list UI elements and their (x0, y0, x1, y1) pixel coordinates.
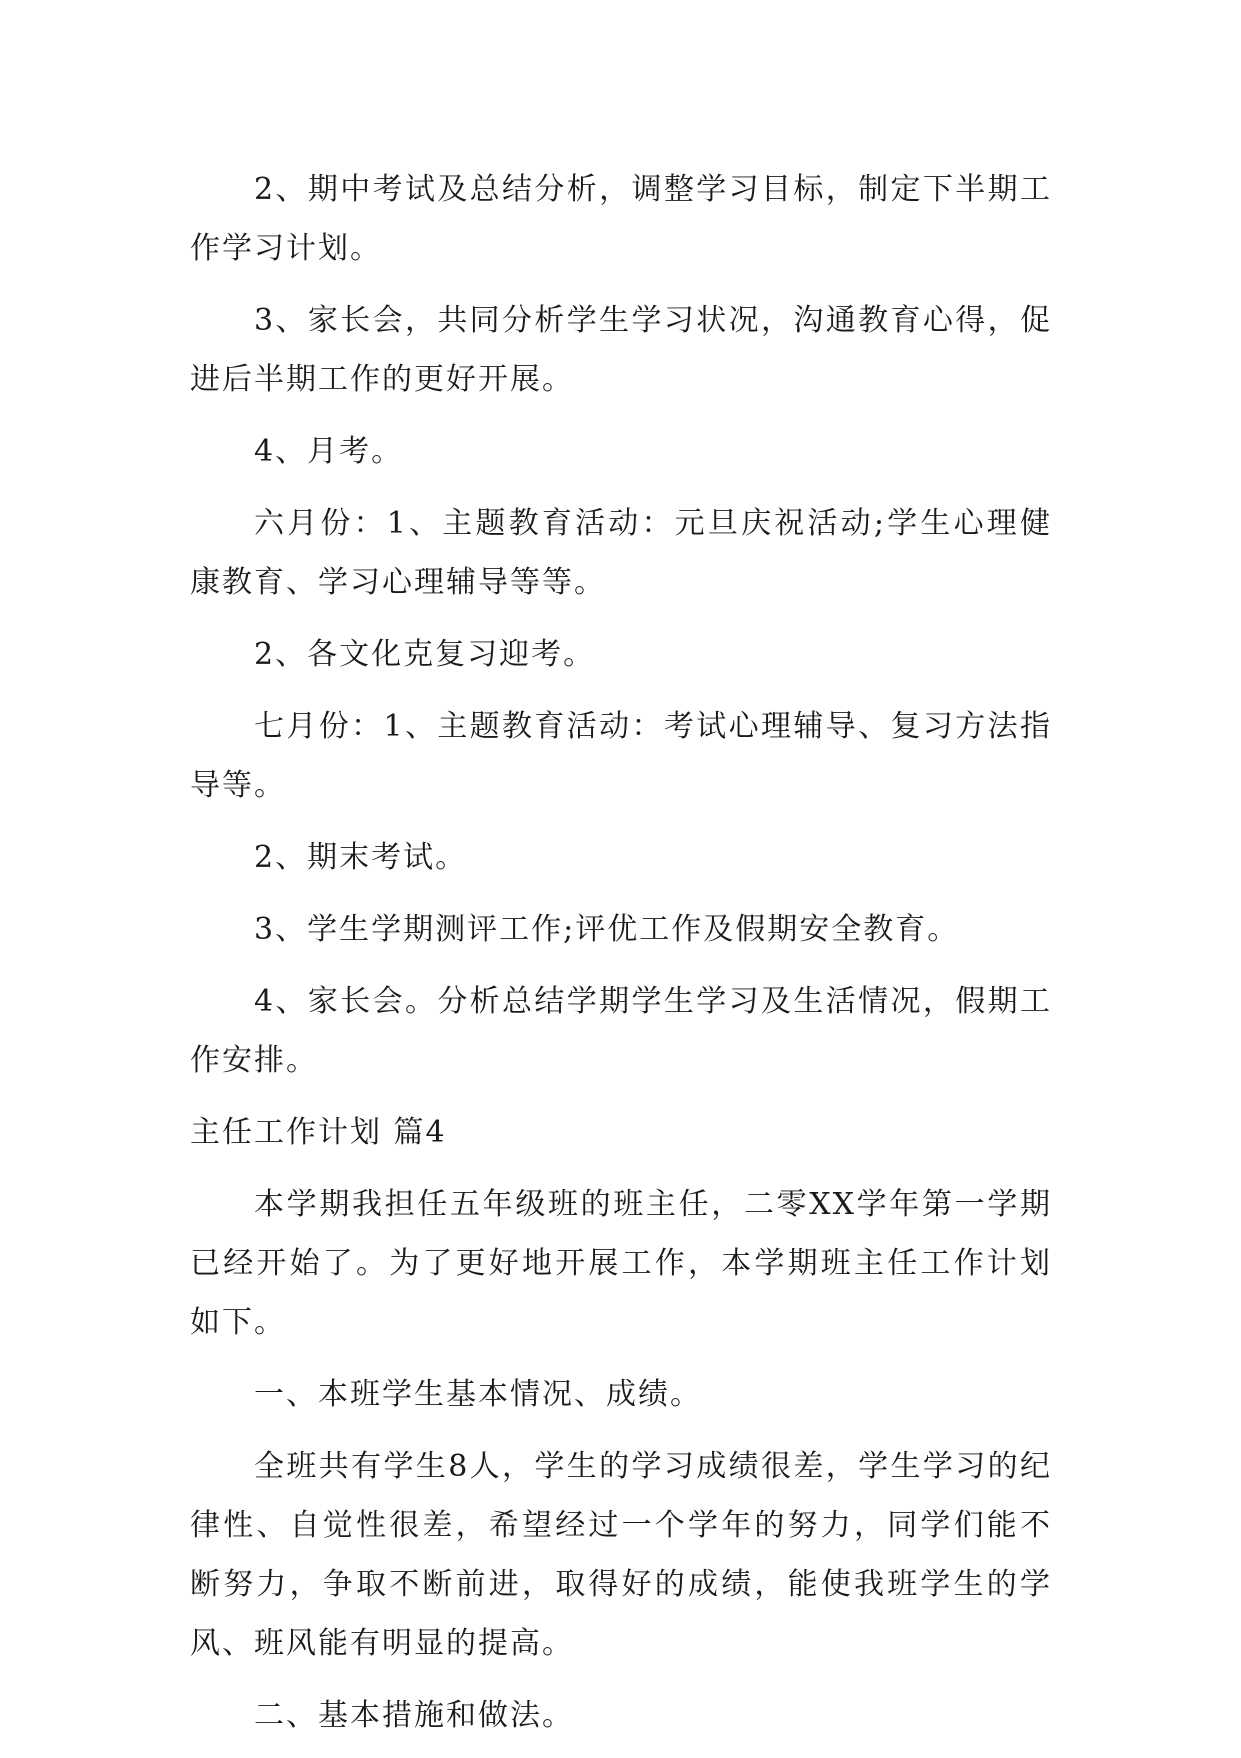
paragraph-class-situation: 全班共有学生8人，学生的学习成绩很差，学生学习的纪律性、自觉性很差，希望经过一个学年的努力，同学们能不断努力，争取不断前进，取得好的成绩，能使我班学生的学风、班风能有明显的提高。 (190, 1449, 1052, 1661)
paragraph-monthly-exam: 4、月考。 (254, 434, 404, 469)
paragraph-class-situation-heading: 一、本班学生基本情况、成绩。 (254, 1377, 702, 1412)
paragraph-parent-meeting: 3、家长会，共同分析学生学习状况，沟通教育心得，促进后半期工作的更好开展。 (190, 303, 1052, 397)
paragraph-june-review: 2、各文化克复习迎考。 (254, 637, 596, 672)
paragraph-final-parent-meeting: 4、家长会。分析总结学期学生学习及生活情况，假期工作安排。 (190, 984, 1052, 1078)
document-body (190, 160, 1052, 1758)
paragraph-july-activities: 七月份：1、主题教育活动：考试心理辅导、复习方法指导等。 (190, 709, 1052, 803)
paragraph-semester-intro: 本学期我担任五年级班的班主任，二零XX学年第一学期已经开始了。为了更好地开展工作，本学期班主任工作计划如下。 (190, 1187, 1052, 1340)
paragraph-measures-heading: 二、基本措施和做法。 (254, 1698, 574, 1733)
paragraph-midterm-exam: 2、期中考试及总结分析，调整学习目标，制定下半期工作学习计划。 (190, 172, 1052, 266)
paragraph-evaluation: 3、学生学期测评工作;评优工作及假期安全教育。 (254, 912, 960, 947)
paragraph-final-exam: 2、期末考试。 (254, 840, 468, 875)
section-heading: 主任工作计划 篇4 (190, 1115, 447, 1150)
paragraph-june-activities: 六月份：1、主题教育活动：元旦庆祝活动;学生心理健康教育、学习心理辅导等等。 (190, 506, 1052, 600)
